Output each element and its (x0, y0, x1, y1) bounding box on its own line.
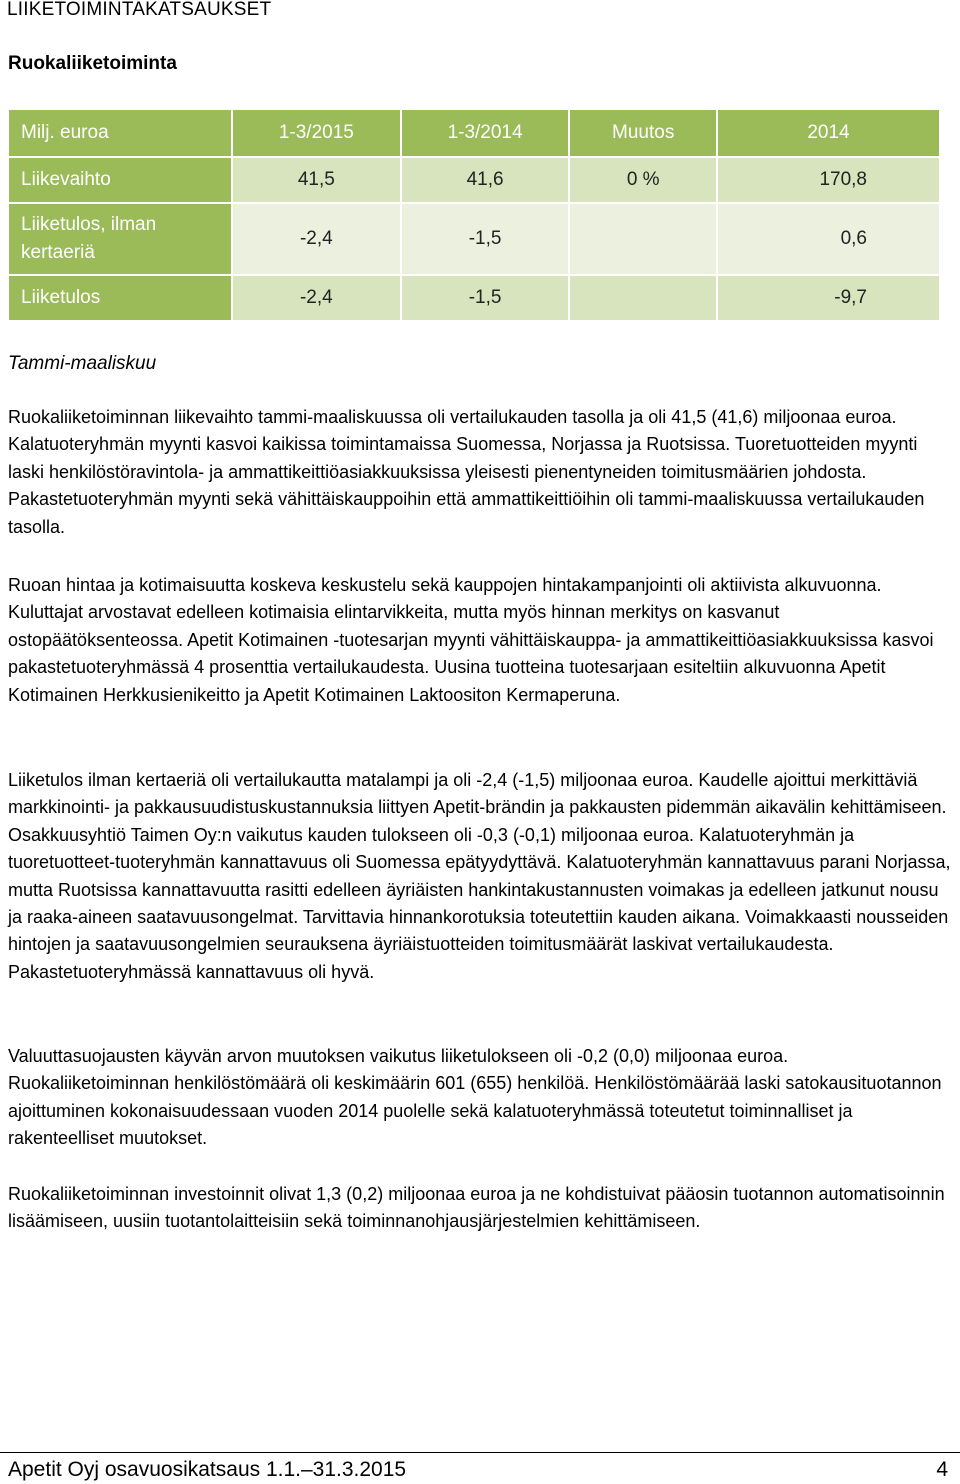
table-header-row (8, 109, 940, 157)
header-cell-q1-2015: 1-3/2015 (232, 109, 401, 157)
table-row (8, 157, 940, 203)
paragraph-operating-profit: Liiketulos ilman kertaeriä oli vertailukautta matalampi ja oli -2,4 (-1,5) miljoonaa euroa. Kaudelle ajoittui merkittäviä markkinointi- ja pakkausuudistuskustannuksia liittyen Apetit-brändin ja pakkausten pidemmän aikavälin kehittämiseen. Osakkuusyhtiö Taimen Oy:n vaikutus kauden tulokseen oli -0,3 (-0,1) miljoonaa euroa. Kalatuoteryhmän ja tuoretuotteet-tuoteryhmän kannattavuus oli Suomessa epätyydyttävä. Kalatuoteryhmän kannattavuus parani Norjassa, mutta Ruotsissa kannattavuutta rasitti edelleen äyriäisten hankintakustannusten voimakas ja edelleen jatkunut nousu ja raaka-aineen saatavuusongelmat. Tarvittavia hinnankorotuksia toteutettiin kauden aikana. Voimakkaasti nousseiden hintojen ja saatavuusongelmien seurauksena äyriäistuotteiden toimitusmäärät laskivat vertailukaudesta. Pakastetuoteryhmässä kannattavuus oli hyvä. (8, 770, 951, 982)
header-cell-q1-2014: 1-3/2014 (401, 109, 570, 157)
cell-change (569, 203, 717, 275)
cell-q1-2014: -1,5 (401, 203, 570, 275)
cell-change: 0 % (569, 157, 717, 203)
cell-q1-2014: -1,5 (401, 275, 570, 321)
cell-q1-2015: -2,4 (232, 275, 401, 321)
results-table (7, 108, 941, 322)
cell-year-2014: 170,8 (717, 157, 940, 203)
row-label: Liiketulos (8, 275, 232, 321)
table-row (8, 203, 940, 275)
period-subheading: Tammi-maaliskuu (8, 353, 157, 374)
footer-text: Apetit Oyj osavuosikatsaus 1.1.–31.3.2015 (8, 1458, 407, 1481)
paragraph-net-sales: Ruokaliiketoiminnan liikevaihto tammi-maaliskuussa oli vertailukauden tasolla ja oli 41,5 (41,6) miljoonaa euroa. Kalatuoteryhmän myynti kasvoi kaikissa toimintamaissa Suomessa, Norjassa ja Ruotsissa. Tuoretuotteiden myynti laski henkilöstöravintola- ja ammattikeittiöasiakkuuksissa yleisesti pienentyneiden toimitusmäärien johdosta. Pakastetuoteryhmän myynti sekä vähittäiskauppoihin että ammattikeittiöihin oli tammi-maaliskuussa vertailukauden tasolla. (8, 407, 925, 537)
header-cell-unit: Milj. euroa (8, 109, 232, 157)
cell-q1-2014: 41,6 (401, 157, 570, 203)
paragraph-investments: Ruokaliiketoiminnan investoinnit olivat 1,3 (0,2) miljoonaa euroa ja ne kohdistuivat pääosin tuotannon automatisoinnin lisäämiseen, uusiin tuotantolaitteisiin sekä toiminnanohjausjärjestelmien kehittämiseen. (8, 1184, 945, 1232)
footer-divider (0, 1452, 960, 1453)
paragraph-personnel: Valuuttasuojausten käyvän arvon muutoksen vaikutus liiketulokseen oli -0,2 (0,0) miljoonaa euroa. Ruokaliiketoiminnan henkilöstömäärä oli keskimäärin 601 (655) henkilöä. Henkilöstömäärää laski satokausituotannon ajoittuminen kokonaisuudessaan vuoden 2014 puolelle sekä kalatuoteryhmässä toteutetut toiminnalliset ja rakenteelliset muutokset. (8, 1046, 942, 1149)
table-row (8, 275, 940, 321)
header-cell-change: Muutos (569, 109, 717, 157)
row-label: Liikevaihto (8, 157, 232, 203)
cell-q1-2015: -2,4 (232, 203, 401, 275)
paragraph-market: Ruoan hintaa ja kotimaisuutta koskeva keskustelu sekä kauppojen hintakampanjointi oli aktiivista alkuvuonna. Kuluttajat arvostavat edelleen kotimaisia elintarvikkeita, mutta myös hinnan merkitys on kasvanut ostopäätöksenteossa. Apetit Kotimainen -tuotesarjan myynti vähittäiskauppa- ja ammattikeittiöasiakkuuksissa kasvoi pakastetuoteryhmässä 4 prosenttia vertailukaudesta. Uusina tuotteina tuotesarjaan esiteltiin alkuvuonna Apetit Kotimainen Herkkusienikeitto ja Apetit Kotimainen Laktoositon Kermaperuna. (8, 575, 934, 705)
cell-q1-2015: 41,5 (232, 157, 401, 203)
cell-year-2014: -9,7 (717, 275, 940, 321)
page-number: 4 (936, 1458, 948, 1481)
section-title: Ruokaliiketoiminta (8, 53, 177, 74)
row-label: Liiketulos, ilman kertaeriä (8, 203, 232, 275)
header-cell-year-2014: 2014 (717, 109, 940, 157)
document-header: LIIKETOIMINTAKATSAUKSET (7, 0, 272, 20)
cell-year-2014: 0,6 (717, 203, 940, 275)
cell-change (569, 275, 717, 321)
